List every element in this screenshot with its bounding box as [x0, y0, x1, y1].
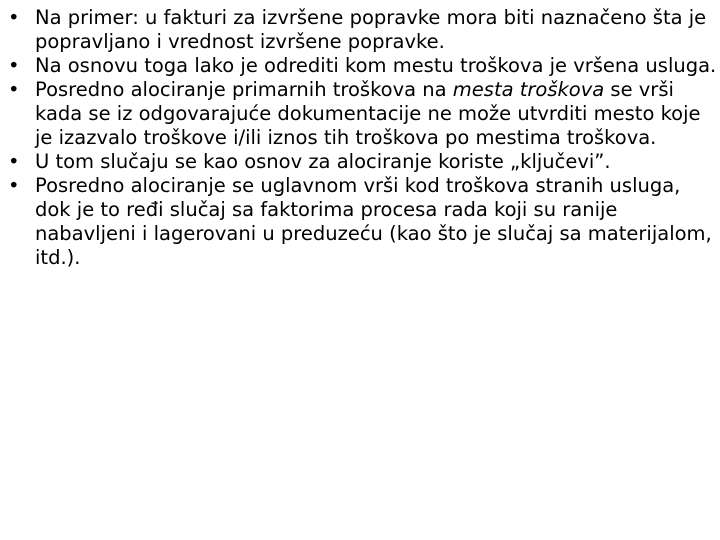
bullet-text: Na primer: u fakturi za izvršene popravke mora biti naznačeno šta je popravljano i vrednost izvršene popravke.	[35, 6, 707, 53]
bullet-item	[8, 6, 718, 54]
bullet-text	[35, 78, 701, 149]
bullet-item	[8, 54, 718, 78]
bullet-text-part: Posredno alociranje primarnih troškova na	[35, 78, 453, 101]
bullet-item	[8, 78, 718, 150]
bullet-text-part: se vrši kada se iz odgovarajuće dokumentacije ne može utvrditi mesto koje je izazvalo troškove i/ili iznos tih troškova po mestima troškova.	[35, 78, 701, 149]
bullet-item	[8, 150, 718, 174]
bullet-text: U tom slučaju se kao osnov za alociranje koriste „ključevi”.	[35, 150, 611, 173]
bullet-item	[8, 174, 718, 270]
bullet-dot-icon: •	[8, 174, 20, 197]
bullet-text-italic: mesta troškova	[452, 78, 605, 101]
bullet-dot-icon: •	[8, 78, 20, 101]
bullet-dot-icon: •	[8, 150, 20, 173]
bullet-text: Posredno alociranje se uglavnom vrši kod troškova stranih usluga, dok je to ređi slučaj sa faktorima procesa rada koji su ranije nabavljeni i lagerovani u preduzeću (kao što je slučaj sa materijalom, itd.).	[35, 174, 712, 269]
bullet-dot-icon: •	[8, 54, 20, 77]
bullet-text: Na osnovu toga lako je odrediti kom mestu troškova je vršena usluga.	[35, 54, 717, 77]
bullet-list	[8, 6, 718, 270]
bullet-dot-icon: •	[8, 6, 20, 29]
